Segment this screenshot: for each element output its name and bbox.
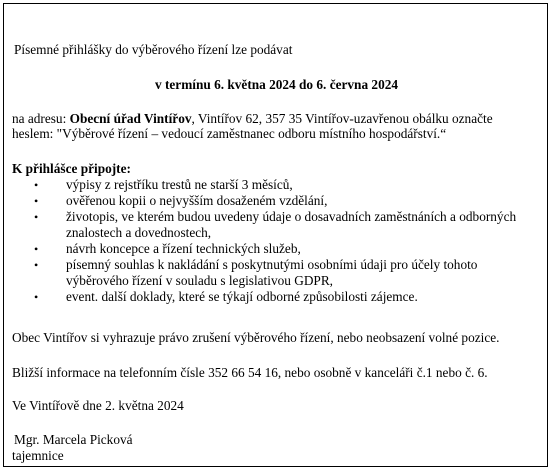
list-item [12, 289, 536, 305]
bullet-icon: • [34, 290, 39, 304]
list-item-text: návrh koncepce a řízení technických služeb, [66, 241, 301, 256]
rights-reservation-note: Obec Vintířov si vyhrazuje právo zrušení výběrového řízení, nebo neobsazení volné pozice. [12, 330, 500, 345]
list-item [12, 241, 536, 257]
bullet-icon: • [34, 178, 39, 192]
list-item-text: ověřenou kopii o nejvyšším dosaženém vzdělání, [66, 193, 328, 208]
list-item-text: životopis, ve kterém budou uvedeny údaje o dosavadních zaměstnáních a odborných znalostech a dovednostech, [66, 209, 517, 240]
contact-info: Bližší informace na telefonním čísle 352 66 54 16, nebo osobně v kanceláři č.1 nebo č. 6. [12, 365, 488, 380]
list-item-text: event. další doklady, které se týkají odborné způsobilosti zájemce. [66, 289, 418, 304]
list-item [12, 177, 536, 193]
list-item [12, 193, 536, 209]
bullet-icon: • [34, 210, 39, 224]
place-and-date: Ve Vintířově dne 2. května 2024 [12, 398, 184, 413]
bullet-icon: • [34, 242, 39, 256]
list-item [12, 209, 536, 241]
application-period: v termínu 6. května 2024 do 6. června 2024 [154, 77, 399, 92]
address-line-2: heslem: "Výběrové řízení – vedoucí zaměstnanec odboru místního hospodářství.“ [12, 126, 447, 141]
attachments-list [12, 177, 542, 305]
list-item-text: výpisy z rejstříku trestů ne starší 3 měsíců, [66, 177, 293, 192]
address-rest: , Vintířov 62, 357 35 Vintířov-uzavřenou obálku označte [191, 111, 493, 126]
bullet-icon: • [34, 194, 39, 208]
list-item-text: písemný souhlas k nakládání s poskytnutými osobními údaji pro účely tohoto výběrového řízení v souladu s legislativou GDPR, [66, 257, 478, 288]
signer-name: Mgr. Marcela Picková [14, 432, 133, 447]
intro-text: Písemné přihlášky do výběrového řízení lze podávat [14, 42, 293, 57]
address-line-1 [12, 111, 493, 127]
list-item [12, 257, 536, 289]
signer-role: tajemnice [12, 448, 64, 463]
address-prefix: na adresu: [12, 111, 70, 126]
bullet-icon: • [34, 258, 39, 272]
attachments-heading: K přihlášce připojte: [12, 161, 131, 176]
office-name: Obecní úřad Vintířov [69, 111, 192, 126]
